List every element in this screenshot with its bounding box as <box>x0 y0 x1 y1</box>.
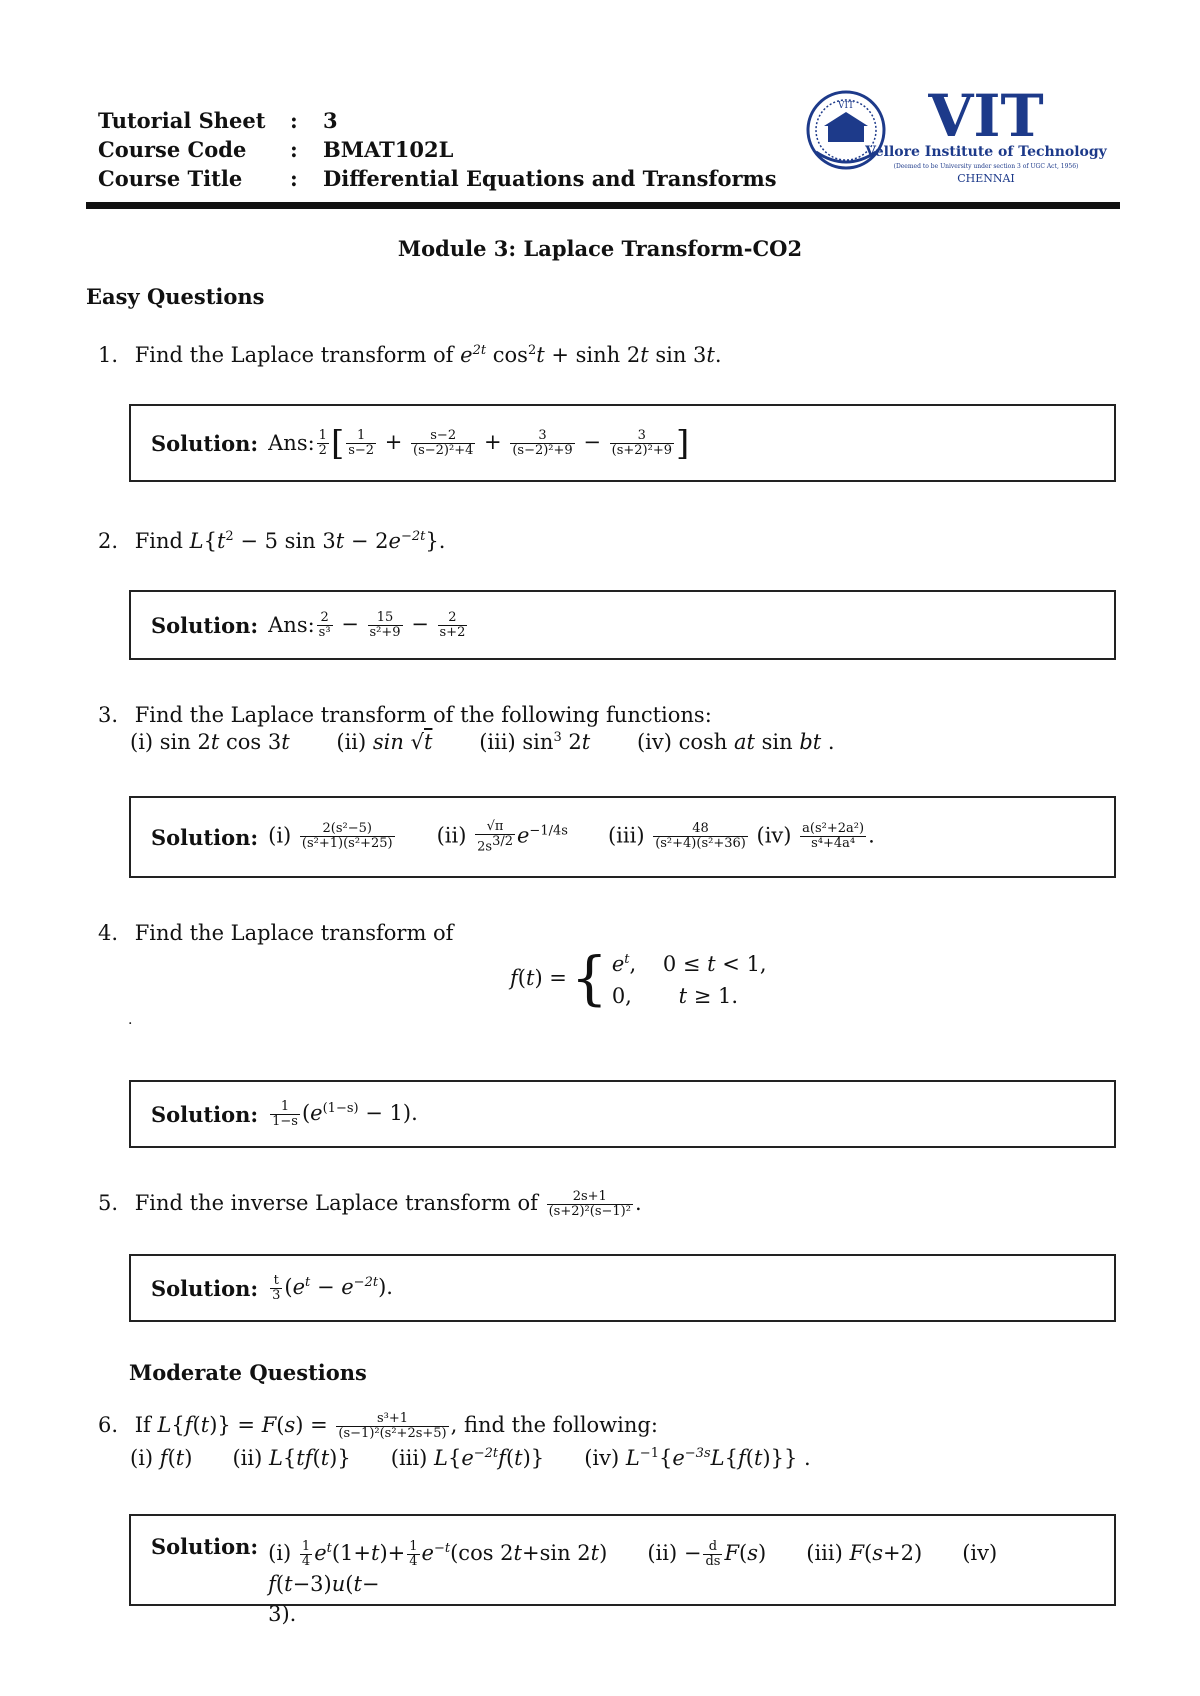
header-label: Tutorial Sheet <box>98 108 266 133</box>
header-colon: : <box>290 108 298 133</box>
question-1 <box>98 336 1098 370</box>
vit-wordmark: VIT <box>928 82 1044 150</box>
easy-questions-heading: Easy Questions <box>86 284 265 309</box>
question-6 <box>98 1410 1098 1441</box>
solution-box-2 <box>129 590 1116 660</box>
question-2 <box>98 522 1098 556</box>
question-text: If <box>134 1413 158 1437</box>
institute-tagline: (Deemed to be University under section 3 of UGC Act, 1956) <box>893 163 1079 170</box>
question-3-parts: (i) sin 2t cos 3t (ii) sin √t (iii) $\sin^3 2t$ (iv) cosh at sin bt . <box>130 730 835 754</box>
solution-math: $\frac{1}{2}$ [ $\frac{1}{s-2}$ + $\frac{s-2}{\text{(s−2)²+4}}$ + $\frac{3}{\text{(s−2)²+9}}$ − $\frac{3}{\text{(s+2)²+9}}$ ] <box>318 423 690 463</box>
question-text: Find the Laplace transform of <box>134 343 461 367</box>
question-text-mid: , find the following: <box>450 1413 658 1437</box>
seal-text: VIT <box>837 101 855 111</box>
part-label: (iv) <box>636 730 672 754</box>
question-3 <box>98 700 1098 730</box>
solution-box-5 <box>129 1254 1116 1322</box>
solution-label: Solution: <box>151 612 259 638</box>
header-value: BMAT102L <box>323 137 454 162</box>
question-math: $e^{2t}$ $\cos^2t + \sinh 2t$ sin 3t. <box>460 343 722 367</box>
solution-label: Solution: <box>151 1275 259 1301</box>
question-number: 4. <box>98 921 119 945</box>
solution-box-4 <box>129 1080 1116 1148</box>
header-divider <box>86 202 1120 209</box>
question-5 <box>98 1188 1098 1219</box>
question-math: $\frac{2s+1}{\text{(s+2)²(s−1)²}}$ . <box>548 1189 642 1219</box>
header-colon: : <box>290 166 298 191</box>
question-number: 5. <box>98 1191 119 1215</box>
header-row-course-code <box>98 135 777 164</box>
question-text: Find the inverse Laplace transform of <box>134 1191 545 1215</box>
solution-label: Solution: <box>151 1534 259 1559</box>
solution-prefix: Ans: <box>268 613 315 637</box>
solution-label: Solution: <box>151 824 259 850</box>
question-text: Find the Laplace transform of the following functions: <box>134 703 712 727</box>
module-title: Module 3: Laplace Transform-CO2 <box>397 236 803 261</box>
solution-box-3 <box>129 796 1116 878</box>
piecewise-function: f ( t ) = { $e^t$, 0 ≤ t < 1, 0, t ≥ 1. <box>510 944 767 1012</box>
question-number: 6. <box>98 1413 119 1437</box>
part-label: (i) <box>130 730 154 754</box>
vit-logo <box>806 82 1126 192</box>
solution-math: (i) $\frac{1}{4}$ $e^t(1+t)+$ $\frac{1}{4}$ $e^{-t}(\cos$ 2t+sin 2t) (ii) − $\frac{d}{ds}$ F(s) (iii) F(s+2) (iv) f(t−3)u(t− 3). <box>268 1539 998 1626</box>
solution-math: $\frac{1}{1-s}$ $(e^{(1-s)} - 1)$. <box>272 1098 418 1129</box>
header-label: Course Title <box>98 166 243 191</box>
header-info <box>98 106 777 193</box>
campus-name: CHENNAI <box>957 172 1015 185</box>
institute-name: Vellore Institute of Technology <box>865 144 1107 160</box>
stray-period: . <box>128 1012 133 1028</box>
moderate-questions-heading: Moderate Questions <box>129 1360 367 1385</box>
header-value: Differential Equations and Transforms <box>323 166 777 191</box>
part-label: (iii) <box>479 730 516 754</box>
solution-prefix: Ans: <box>268 431 315 455</box>
header-row-course-title <box>98 164 777 193</box>
header-label: Course Code <box>98 137 247 162</box>
solution-math: $\frac{2}{\text{s³}}$ − $\frac{15}{\text{s²+9}}$ − $\frac{2}{s+2}$ <box>318 609 466 640</box>
header-colon: : <box>290 137 298 162</box>
solution-math: $\frac{t}{3}$ $(e^t - e^{-2t})$. <box>272 1272 393 1303</box>
solution-math: (i) $\frac{\text{2(s²−5)}}{\text{(s²+1)(s²+25)}}$ (ii) $\frac{√\pi}{2s^{3/2}}$ $e^{-1/4s}$ (iii) $\frac{48}{\text{(s²+4)(s²+36)}}$ (iv) $\frac{\text{a(s²+2a²)}}{\text{s⁴+4a⁴}}$ . <box>268 818 875 855</box>
question-text: Find the Laplace transform of <box>134 921 454 945</box>
question-6-parts: (i) f(t) (ii) L{tf(t)} (iii) $L\{e^{-2t}f(t)\}$ (iv) $L^{-1}\{e^{-3s}L\{f(t)\}\}$ . <box>130 1446 811 1470</box>
header-row-tutorial <box>98 106 777 135</box>
question-number: 2. <box>98 529 119 553</box>
solution-box-6 <box>129 1514 1116 1626</box>
header-value: 3 <box>323 108 338 133</box>
question-text: Find <box>134 529 190 553</box>
solution-label: Solution: <box>151 1101 259 1127</box>
part-label: (ii) <box>336 730 367 754</box>
question-number: 3. <box>98 703 119 727</box>
question-number: 1. <box>98 343 119 367</box>
question-math: $L\{t^2 - 5$ $\sin 3t - 2e^{-2t}$}. <box>189 529 446 553</box>
solution-label: Solution: <box>151 430 259 456</box>
question-math: L{f(t)} = F(s) = $\frac{\text{s³+1}}{\text{(s−1)²(s²+2s+5)}}$ <box>157 1411 447 1441</box>
solution-box-1 <box>129 404 1116 482</box>
